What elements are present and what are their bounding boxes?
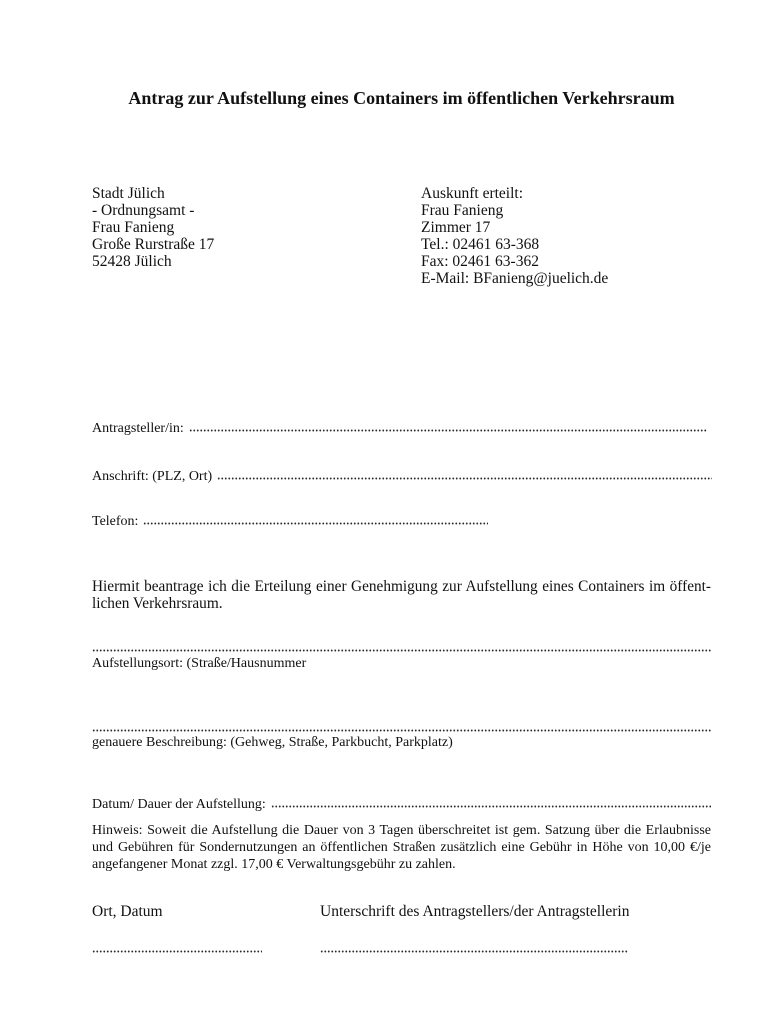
contact-email: E-Mail: BFanieng@juelich.de	[421, 270, 609, 287]
duration-row	[92, 796, 711, 813]
phone-row	[92, 513, 488, 530]
contact-info	[421, 185, 608, 287]
notice-line: Hinweis: Soweit die Aufstellung die Dauer von 3 Tagen überschreitet ist gem. Satzung über die Erlaubnisse	[92, 823, 711, 838]
applicant-label: Antragsteller/in:	[92, 421, 184, 436]
notice-line: und Gebühren für Sondernutzungen an öffentlichen Straßen zusätzlich eine Gebühr in Höhe von 10,00 €/je	[92, 840, 711, 855]
phone-input[interactable]	[143, 522, 488, 525]
contact-phone: Tel.: 02461 63-368	[421, 236, 540, 253]
description-input[interactable]	[92, 729, 711, 732]
request-statement	[92, 578, 711, 612]
applicant-row	[92, 420, 707, 437]
duration-input[interactable]	[271, 805, 711, 808]
signature-label: Unterschrift des Antragstellers/der Antragstellerin	[320, 903, 630, 920]
contact-room: Zimmer 17	[421, 219, 491, 236]
request-line: lichen Verkehrsraum.	[92, 595, 223, 612]
phone-label: Telefon:	[92, 514, 139, 529]
notice-line: angefangener Monat zzgl. 17,00 € Verwaltungsgebühr zu zahlen.	[92, 857, 456, 872]
contact-heading: Auskunft erteilt:	[421, 185, 524, 202]
applicant-input[interactable]	[189, 429, 707, 432]
place-date-input[interactable]	[92, 950, 262, 953]
address-label: Anschrift: (PLZ, Ort)	[92, 469, 213, 484]
contact-fax: Fax: 02461 63-362	[421, 253, 539, 270]
contact-name: Frau Fanieng	[421, 202, 504, 219]
place-date-label: Ort, Datum	[92, 903, 163, 920]
location-input[interactable]	[92, 649, 711, 652]
fee-notice	[92, 822, 711, 873]
recipient-line-name: Frau Fanieng	[92, 219, 175, 236]
address-row	[92, 468, 712, 485]
page-title: Antrag zur Aufstellung eines Containers im öffentlichen Verkehrsraum	[128, 88, 675, 108]
request-line: Hiermit beantrage ich die Erteilung einer Genehmigung zur Aufstellung eines Containers im öffent-	[92, 578, 711, 595]
recipient-line-city: Stadt Jülich	[92, 185, 165, 202]
recipient-line-department: - Ordnungsamt -	[92, 202, 195, 219]
duration-label: Datum/ Dauer der Aufstellung:	[92, 797, 266, 812]
signature-input[interactable]	[320, 950, 628, 953]
description-label: genauere Beschreibung: (Gehweg, Straße, Parkbucht, Parkplatz)	[92, 735, 453, 750]
location-label: Aufstellungsort: (Straße/Hausnummer	[92, 656, 307, 671]
address-input[interactable]	[217, 477, 712, 480]
recipient-line-postcode: 52428 Jülich	[92, 253, 172, 270]
recipient-line-street: Große Rurstraße 17	[92, 236, 215, 253]
recipient-address	[92, 185, 214, 270]
